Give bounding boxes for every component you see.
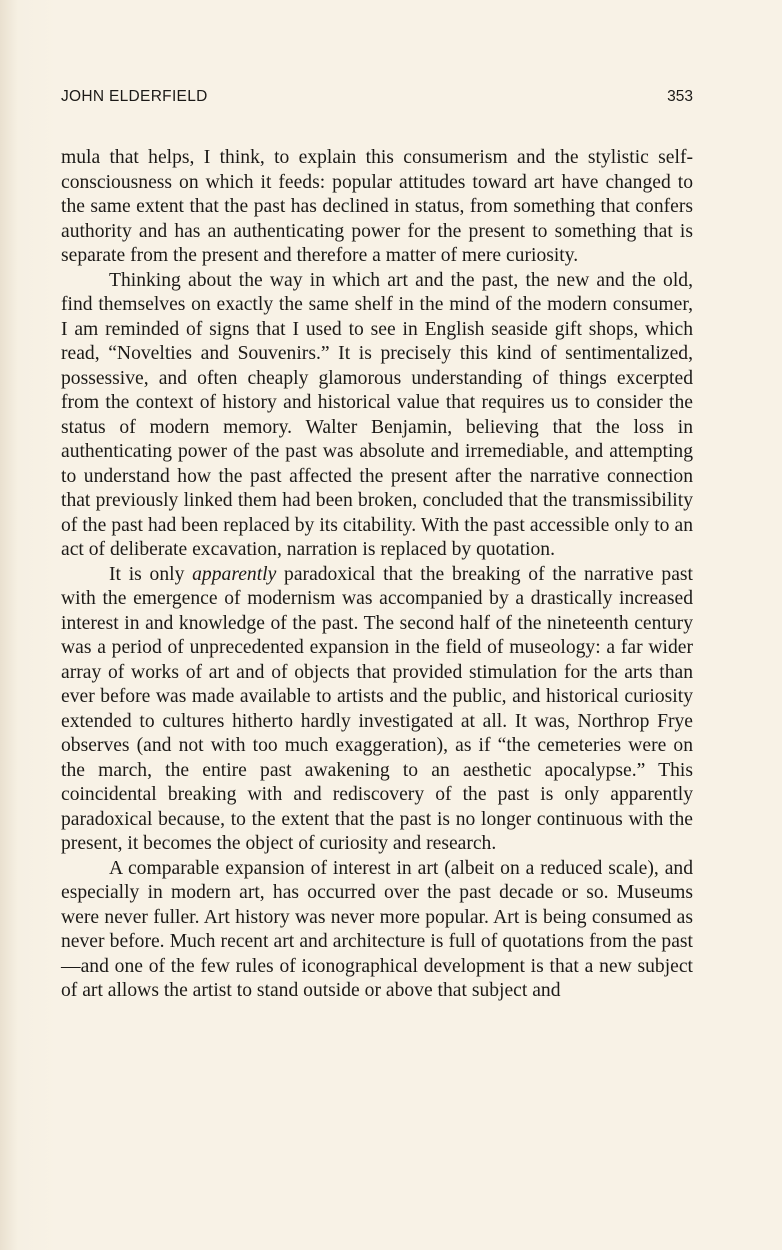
running-head — [61, 88, 693, 110]
paragraph-2: Thinking about the way in which art and the past, the new and the old, find themselves on exactly the same shelf in the mind of the modern consumer, I am reminded of signs that I used to see in English seaside gift shops, which read, “Novelties and Souvenirs.” It is precisely this kind of sentimentalized, possessive, and often cheaply glamorous understanding of things excerpted from the context of history and historical value that requires us to consider the status of modern memory. Walter Benjamin, believing that the loss in authenticating power of the past was absolute and irremediable, and attempting to understand how the past affected the present after the narrative connection that previously linked them had been broken, concluded that the transmissibility of the past had been replaced by its citability. With the past accessible only to an act of deliberate excavation, narration is replaced by quotation. — [61, 269, 693, 560]
running-head-author: JOHN ELDERFIELD — [61, 88, 208, 105]
paragraph-3-text-end: paradoxical that the breaking of the narrative past with the emergence of modernism was accompanied by a drastically increased interest in and knowledge of the past. The second half of the nineteenth century was a period of unprecedented expansion in the field of museology: a far wider array of works of art and of objects that provided stimulation for the arts than ever before was made available to artists and the public, and historical curiosity extended to cultures hitherto hardly investigated at all. It was, Northrop Frye observes (and not with too much exaggeration), as if “the cemeteries were on the march, the entire past awakening to an aesthetic apocalypse.” This coincidental breaking with and rediscovery of the past is only apparently paradoxical because, to the extent that the past is no longer continuous with the present, it becomes the object of curiosity and research. — [61, 563, 693, 854]
body-text — [61, 146, 693, 1004]
paragraph-3 — [61, 563, 693, 857]
paragraph-4: A comparable expansion of interest in art (albeit on a reduced scale), and especially in modern art, has occurred over the past decade or so. Museums were never fuller. Art history was never more popular. Art is being consumed as never before. Much recent art and architecture is full of quotations from the past—and one of the few rules of iconographical development is that a new subject of art allows the artist to stand outside or above that subject and — [61, 857, 693, 1001]
paragraph-3-text-start: It is only — [109, 563, 185, 585]
emphasized-word: apparently — [192, 563, 277, 585]
page-number: 353 — [667, 88, 693, 105]
paragraph-1: mula that helps, I think, to explain this consumerism and the stylistic self-consciousness on which it feeds: popular attitudes toward art have changed to the same extent that the past has declined in status, from something that confers authority and has an authenticating power for the present to something that is separate from the present and therefore a matter of mere curiosity. — [61, 147, 693, 266]
